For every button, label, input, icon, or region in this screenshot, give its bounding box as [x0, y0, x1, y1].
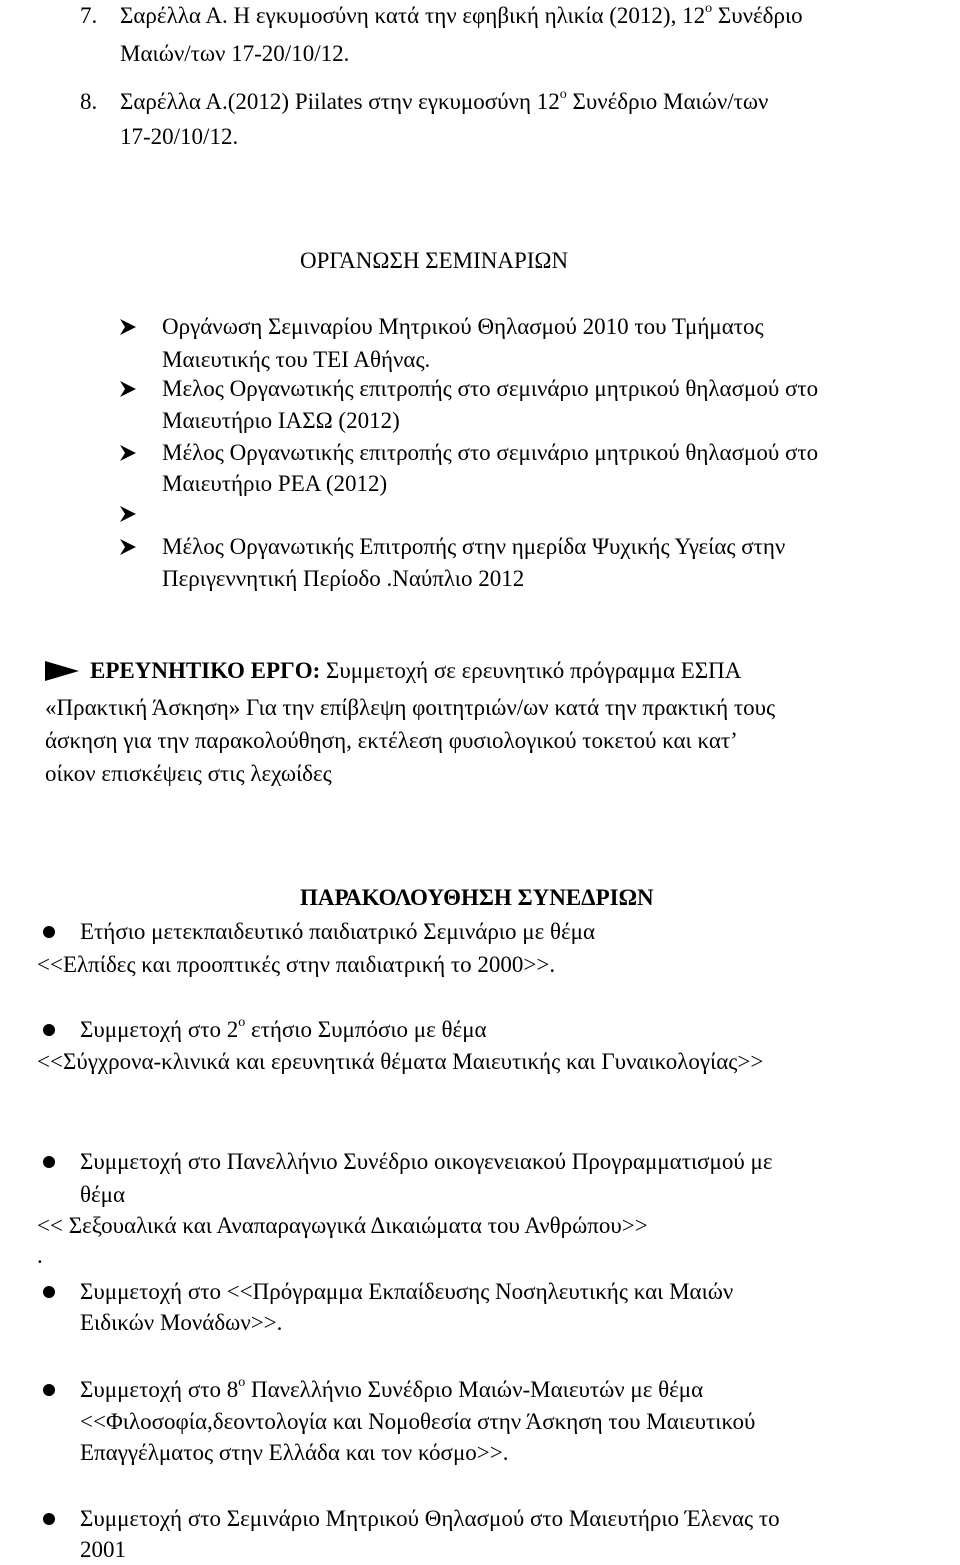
seminar-item-text: Μέλος Οργανωτικής Επιτροπής στην ημερίδα Ψυχικής Υγείας στην	[162, 534, 786, 559]
seminar-item-text-cont: Μαιευτικής του ΤΕΙ Αθήνας.	[162, 347, 431, 372]
triangle-pointer-icon	[45, 661, 79, 681]
conference-item-text-cont: Ειδικών Μονάδων>>.	[80, 1310, 283, 1335]
conference-item-text: Συμμετοχή στο Σεμινάριο Μητρικού Θηλασμού στο Μαιευτήριο Έλενας το	[80, 1506, 780, 1531]
conference-item-text-cont: .	[37, 1243, 43, 1268]
seminar-item-text: Μέλος Οργανωτικής επιτροπής στο σεμινάριο μητρικού θηλασμού στο	[162, 440, 819, 465]
conference-item-text-cont: <<Φιλοσοφία,δεοντολογία και Νομοθεσία στην Άσκηση του Μαιευτικού	[80, 1409, 756, 1434]
conference-item-text: Ετήσιο μετεκπαιδευτικό παιδιατρικό Σεμινάριο με θέμα	[80, 919, 596, 944]
bullet-dot-icon	[43, 1156, 55, 1168]
conference-item-text: Συμμετοχή στο $2^o$ ετήσιο Συμπόσιο με θέμα	[80, 1015, 487, 1042]
conference-item-text-cont: <<Σύγχρονα-κλινικά και ερευνητικά θέματα Μαιευτικής και Γυναικολογίας>>	[37, 1049, 764, 1074]
arrowhead-bullet-icon	[119, 380, 137, 398]
seminar-item-text: Οργάνωση Σεμιναρίου Μητρικού Θηλασμού 2010 του Τμήματος	[162, 314, 764, 339]
seminar-item-text-cont: Μαιευτήριο ΡΕΑ (2012)	[162, 471, 388, 496]
conference-item-text: Συμμετοχή στο $8^o$ Πανελλήνιο Συνέδριο Μαιών-Μαιευτών με θέμα	[80, 1375, 704, 1402]
bullet-dot-icon	[43, 1024, 55, 1036]
conference-item-text-cont: << Σεξουαλικά και Αναπαραγωγικά Δικαιώματα του Ανθρώπου>>	[37, 1213, 648, 1238]
conference-item-text-cont: <<Ελπίδες και προοπτικές στην παιδιατρική το 2000>>.	[37, 952, 556, 977]
bullet-dot-icon	[43, 1286, 55, 1298]
reference-text: Σαρέλλα Α. Η εγκυμοσύνη κατά την εφηβική ηλικία (2012), $12^o$ Συνέδριο	[120, 1, 803, 28]
seminar-item-text: Μελος Οργανωτικής επιτροπής στο σεμινάριο μητρικού θηλασμού στο	[162, 376, 819, 401]
bullet-dot-icon	[43, 926, 55, 938]
conference-item-text: Συμμετοχή στο Πανελλήνιο Συνέδριο οικογενειακού Προγραμματισμού με	[80, 1149, 773, 1174]
reference-number: 7.	[80, 3, 98, 28]
seminar-item-text-cont: Περιγεννητική Περίοδο .Ναύπλιο 2012	[162, 566, 525, 591]
bullet-dot-icon	[43, 1513, 55, 1525]
research-text-cont: άσκηση για την παρακολούθηση, εκτέλεση φυσιολογικού τοκετού και κατ’	[45, 728, 738, 753]
seminar-item-text-cont: Μαιευτήριο ΙΑΣΩ (2012)	[162, 408, 400, 433]
conference-item-text-cont: θέμα	[80, 1182, 126, 1207]
conference-item-text: Συμμετοχή στο <<Πρόγραμμα Εκπαίδευσης Νοσηλευτικής και Μαιών	[80, 1279, 734, 1304]
reference-text-cont: 17-20/10/12.	[120, 124, 239, 149]
reference-text-cont: Μαιών/των 17-20/10/12.	[120, 41, 350, 66]
reference-number: 8.	[80, 89, 98, 114]
arrowhead-bullet-icon	[119, 538, 137, 556]
reference-text: Σαρέλλα Α.(2012) Piilates στην εγκυμοσύνη $12^o$ Συνέδριο Μαιών/των	[120, 87, 769, 114]
conference-item-text-cont: 2001	[80, 1537, 126, 1562]
arrowhead-bullet-icon	[119, 505, 137, 523]
arrowhead-bullet-icon	[119, 444, 137, 462]
arrowhead-bullet-icon	[119, 318, 137, 336]
research-text-cont: οίκον επισκέψεις στις λεχωίδες	[45, 761, 332, 786]
research-text: ΕΡΕΥΝΗΤΙΚΟ ΕΡΓΟ: Συμμετοχή σε ερευνητικό πρόγραμμα ΕΣΠΑ	[90, 658, 742, 683]
conferences-heading: ΠΑΡΑΚΟΛΟΥΘΗΣΗ ΣΥΝΕΔΡΙΩΝ	[300, 885, 654, 910]
research-text-cont: «Πρακτική Άσκηση» Για την επίβλεψη φοιτητριών/ων κατά την πρακτική τους	[45, 695, 776, 720]
bullet-dot-icon	[43, 1384, 55, 1396]
seminars-heading: ΟΡΓΑΝΩΣΗ ΣΕΜΙΝΑΡΙΩΝ	[300, 248, 569, 273]
conference-item-text-cont: Επαγγέλματος στην Ελλάδα και τον κόσμο>>.	[80, 1440, 509, 1465]
research-label: ΕΡΕΥΝΗΤΙΚΟ ΕΡΓΟ:	[90, 658, 321, 683]
